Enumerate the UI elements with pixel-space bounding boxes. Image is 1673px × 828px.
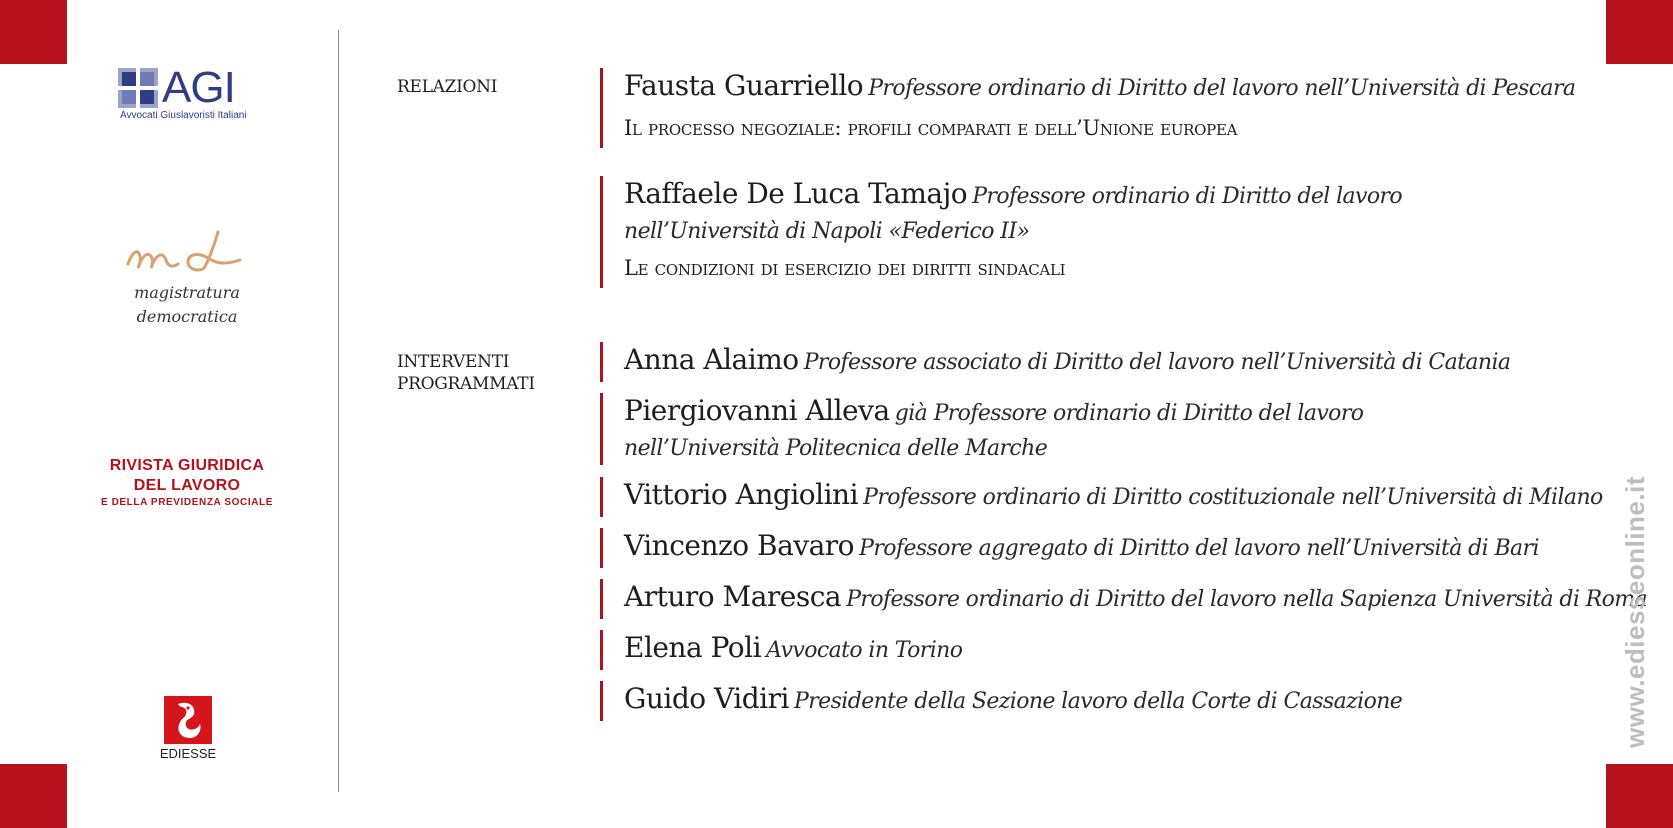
corner-block-top-right — [1606, 0, 1673, 64]
md-name-line1: magistratura — [134, 283, 240, 302]
rgl-logo — [95, 456, 279, 510]
rgl-line1: RIVISTA GIURIDICA — [109, 457, 265, 474]
speaker-name: Elena Poli — [624, 631, 762, 664]
intervento-entry-6 — [600, 630, 962, 670]
corner-block-bottom-left — [0, 764, 67, 828]
speaker-name: Anna Alaimo — [624, 343, 799, 376]
corner-block-top-left — [0, 0, 67, 64]
website-url[interactable]: www.ediesseonline.it — [1620, 476, 1650, 748]
agi-logo — [118, 63, 248, 124]
speaker-name: Vittorio Angiolini — [624, 478, 859, 511]
intervento-entry-4 — [600, 528, 1539, 568]
agi-subtitle: Avvocati Giuslavoristi Italiani — [120, 110, 247, 121]
intervento-entry-3 — [600, 477, 1603, 517]
ediesse-logo — [152, 696, 224, 761]
speaker-role: Professore aggregato di Diritto del lavoro nell’Università di Bari — [859, 536, 1539, 561]
agi-title: AGI — [162, 63, 235, 112]
speaker-name: Vincenzo Bavaro — [624, 529, 855, 562]
ediesse-name: EDIESSE — [159, 746, 217, 761]
speaker-role: già Professore ordinario di Diritto del lavoro — [894, 401, 1364, 426]
agi-square-icon — [118, 68, 158, 108]
speaker-role: Professore ordinario di Diritto del lavoro nella Sapienza Università di Roma — [846, 587, 1648, 612]
speaker-role: Professore ordinario di Diritto del lavoro — [972, 184, 1403, 209]
speaker-role: Presidente della Sezione lavoro della Corte di Cassazione — [794, 689, 1403, 714]
rgl-line3: E DELLA PREVIDENZA SOCIALE — [100, 497, 274, 508]
speaker-name: Fausta Guarriello — [624, 69, 864, 102]
ediesse-seahorse-icon — [164, 696, 212, 744]
speaker-role: Professore ordinario di Diritto del lavoro nell’Università di Pescara — [868, 76, 1576, 101]
intervento-entry-1 — [600, 342, 1510, 382]
intervento-entry-2 — [600, 393, 1363, 465]
speaker-role: Professore associato di Diritto del lavoro nell’Università di Catania — [803, 350, 1511, 375]
rgl-line2: DEL LAVORO — [133, 477, 241, 494]
speaker-name: Arturo Maresca — [624, 580, 842, 613]
relazione-entry-1 — [600, 68, 1575, 148]
vertical-divider — [338, 30, 339, 792]
interventi-label-line2: PROGRAMMATI — [397, 374, 535, 394]
speaker-role-continued: nell’Università Politecnica delle Marche — [624, 436, 1048, 461]
speaker-name: Guido Vidiri — [624, 682, 789, 715]
relazione-entry-2 — [600, 176, 1402, 288]
speaker-name: Raffaele De Luca Tamajo — [624, 177, 968, 210]
interventi-label — [397, 351, 535, 395]
intervento-entry-7 — [600, 681, 1402, 721]
relazioni-label: RELAZIONI — [397, 77, 498, 97]
speaker-role: Professore ordinario di Diritto costituzionale nell’Università di Milano — [863, 485, 1603, 510]
corner-block-bottom-right — [1606, 764, 1673, 828]
md-signature-icon — [122, 222, 252, 280]
talk-title: Le condizioni di esercizio dei diritti sindacali — [624, 256, 1066, 280]
md-name-line2: democratica — [136, 307, 238, 326]
md-logo — [122, 222, 252, 328]
speaker-name: Piergiovanni Alleva — [624, 394, 890, 427]
intervento-entry-5 — [600, 579, 1647, 619]
talk-title: Il processo negoziale: profili comparati e dell’Unione europea — [624, 116, 1238, 140]
interventi-label-line1: INTERVENTI — [397, 352, 510, 372]
speaker-role: Avvocato in Torino — [766, 638, 963, 663]
speaker-role-continued: nell’Università di Napoli «Federico II» — [624, 219, 1030, 244]
